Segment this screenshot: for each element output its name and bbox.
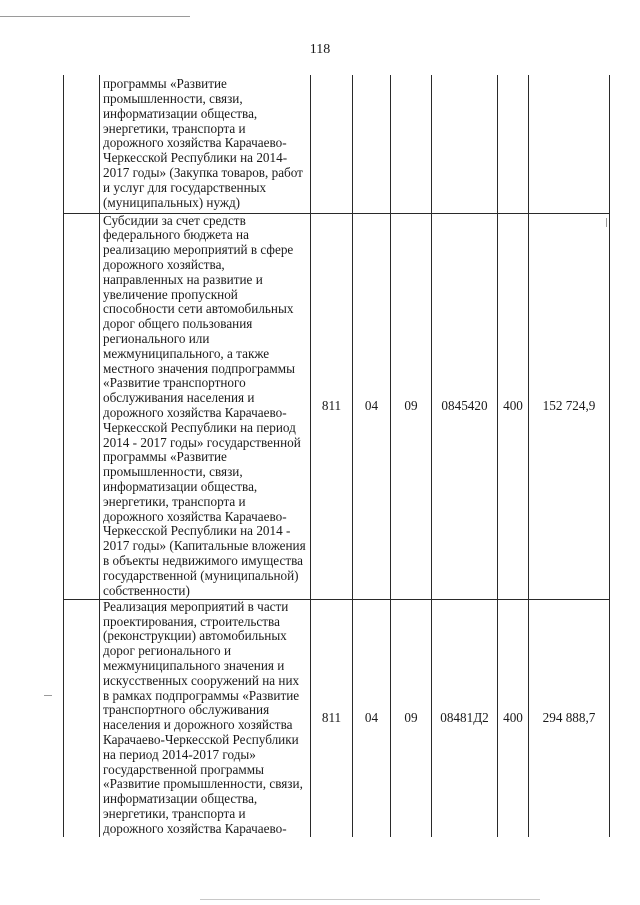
ministry-cell: 811	[311, 213, 353, 599]
expense-type-cell: 400	[498, 213, 529, 599]
section-cell: 04	[353, 599, 391, 837]
scan-artifact	[44, 695, 52, 696]
amount-cell: 152 724,9	[529, 213, 610, 599]
table-row	[64, 75, 610, 213]
section-cell	[353, 75, 391, 213]
budget-table	[63, 75, 610, 837]
scan-artifact	[0, 16, 190, 17]
subsection-cell	[391, 75, 432, 213]
target-article-cell	[432, 75, 498, 213]
scan-artifact	[200, 899, 540, 900]
target-article-cell: 08481Д2	[432, 599, 498, 837]
subsection-cell: 09	[391, 213, 432, 599]
amount-cell	[529, 75, 610, 213]
table-row	[64, 599, 610, 837]
expense-type-cell	[498, 75, 529, 213]
row-number-cell	[64, 213, 100, 599]
table-row	[64, 213, 610, 599]
description-cell: Субсидии за счет средств федерального бюджета на реализацию мероприятий в сфере дорожного хозяйства, направленных на развитие и увеличение пропускной способности сети автомобильных дорог общего пользования регионального или межмуниципального, а также местного значения подпрограммы «Развитие транспортного обслуживания населения и дорожного хозяйства Карачаево-Черкесской Республики на период 2014 - 2017 годы» государственной программы «Развитие промышленности, связи, информатизации общества, энергетики, транспорта и дорожного хозяйства Карачаево-Черкесской Республики на 2014 - 2017 годы» (Капитальные вложения в объекты недвижимого имущества государственной (муниципальной) собственности)	[100, 213, 311, 599]
row-number-cell	[64, 599, 100, 837]
description-cell: программы «Развитие промышленности, связи, информатизации общества, энергетики, транспорта и дорожного хозяйства Карачаево-Черкесской Республики на 2014-2017 годы» (Закупка товаров, работ и услуг для государственных (муниципальных) нужд)	[100, 75, 311, 213]
section-cell: 04	[353, 213, 391, 599]
scan-artifact	[606, 218, 607, 227]
page-number: 118	[309, 42, 331, 57]
row-number-cell	[64, 75, 100, 213]
ministry-cell	[311, 75, 353, 213]
description-cell: Реализация мероприятий в части проектирования, строительства (реконструкции) автомобильных дорог регионального и межмуниципального значения и искусственных сооружений на них в рамках подпрограммы «Развитие транспортного обслуживания населения и дорожного хозяйства Карачаево-Черкесской Республики на период 2014-2017 годы» государственной программы «Развитие промышленности, связи, информатизации общества, энергетики, транспорта и дорожного хозяйства Карачаево-	[100, 599, 311, 837]
ministry-cell: 811	[311, 599, 353, 837]
amount-cell: 294 888,7	[529, 599, 610, 837]
target-article-cell: 0845420	[432, 213, 498, 599]
expense-type-cell: 400	[498, 599, 529, 837]
subsection-cell: 09	[391, 599, 432, 837]
